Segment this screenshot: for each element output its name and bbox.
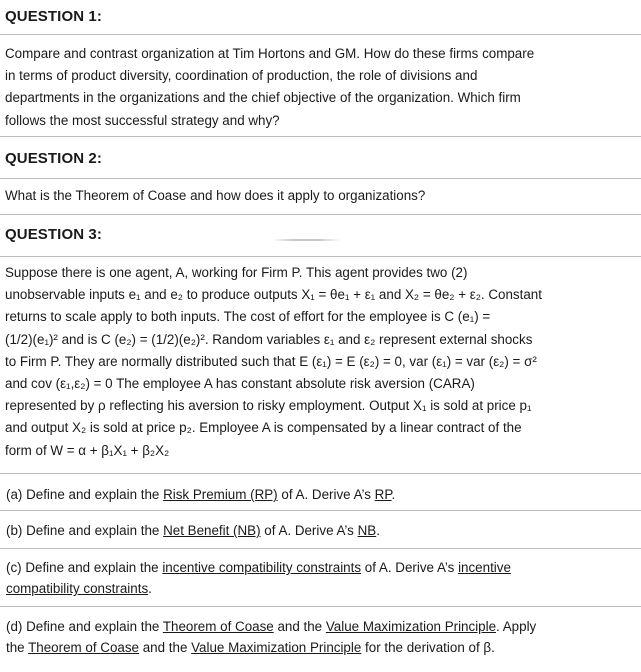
q1-line: follows the most successful strategy and why? [5, 112, 280, 128]
part-b-text: (b) Define and explain the [6, 523, 164, 538]
q3-line: unobservable inputs e₁ and e₂ to produce outputs X₁ = θe₁ + ε₁ and X₂ = θe₂ + ε₂. Constant [5, 287, 542, 303]
q3-line: and output X₂ is sold at price p₂. Employee A is compensated by a linear contract of the [5, 420, 522, 436]
q2-line: What is the Theorem of Coase and how does it apply to organizations? [5, 188, 426, 203]
q1-line: departments in the organizations and the chief objective of the organization. Which firm [5, 90, 521, 106]
part-b-text: . [376, 523, 380, 538]
q3-line: and cov (ε₁,ε₂) = 0 The employee A has constant absolute risk aversion (CARA) [5, 376, 475, 392]
term-nb: NB [357, 523, 377, 538]
part-d-text: . Apply [496, 619, 537, 634]
divider [0, 178, 641, 179]
term-risk-premium: Risk Premium (RP) [163, 487, 278, 502]
term-compatibility-constraints: compatibility constraints [6, 581, 149, 596]
part-d-text: (d) Define and explain the [6, 619, 163, 634]
part-a-text: (a) Define and explain the [6, 487, 164, 502]
q3-line: returns to scale apply to both inputs. The cost of effort for the employee is C (e₁) = [5, 309, 491, 325]
divider [0, 214, 641, 215]
divider [0, 136, 641, 137]
term-incentive-compatibility: incentive compatibility constraints [162, 560, 362, 575]
part-b [6, 520, 636, 541]
term-incentive: incentive [458, 560, 511, 575]
scan-mark [272, 239, 340, 241]
term-value-maximization: Value Maximization Principle [325, 619, 497, 634]
term-value-maximization: Value Maximization Principle [191, 640, 362, 655]
part-a-text: of A. Derive A’s [277, 487, 375, 502]
part-c-text: of A. Derive A’s [361, 560, 459, 575]
part-c-text: . [148, 581, 152, 596]
part-d-text: the [6, 640, 29, 655]
term-theorem-of-coase: Theorem of Coase [28, 640, 139, 655]
q1-line: Compare and contrast organization at Tim Hortons and GM. How do these firms compare [5, 46, 535, 61]
question-3-text [5, 262, 630, 462]
q3-line: represented by ρ reflecting his aversion to risky employment. Output X₁ is sold at price p₁ [5, 398, 532, 414]
part-d [6, 616, 636, 658]
q3-line: to Firm P. They are normally distributed such that E (ε₁) = E (ε₂) = 0, var (ε₁) = var (ε₂) = σ² [5, 353, 537, 369]
part-d-text: for the derivation of β. [361, 640, 495, 655]
question-2-heading: QUESTION 2: [5, 150, 102, 167]
part-a-text: . [391, 487, 396, 502]
part-d-text: and the [139, 640, 192, 655]
divider [0, 606, 641, 607]
question-3-heading: QUESTION 3: [5, 226, 102, 243]
divider [0, 256, 641, 257]
q3-line: Suppose there is one agent, A, working for Firm P. This agent provides two (2) [5, 265, 468, 280]
term-rp: RP [374, 487, 392, 502]
part-a [6, 484, 636, 505]
divider [0, 510, 641, 511]
q3-line: form of W = α + β₁X₁ + β₂X₂ [5, 442, 170, 458]
term-net-benefit: Net Benefit (NB) [163, 523, 261, 538]
divider [0, 34, 641, 35]
question-1-text [5, 43, 630, 132]
term-theorem-of-coase: Theorem of Coase [162, 619, 274, 634]
question-2-text [5, 185, 630, 207]
q3-line: (1/2)(e₁)² and is C (e₂) = (1/2)(e₂)². Random variables ε₁ and ε₂ represent external shocks [5, 331, 533, 347]
question-1-heading: QUESTION 1: [5, 8, 102, 25]
part-d-text: and the [273, 619, 326, 634]
part-b-text: of A. Derive A’s [260, 523, 358, 538]
part-c-text: (c) Define and explain the [6, 560, 163, 575]
q1-line: in terms of product diversity, coordination of production, the role of divisions and [5, 68, 478, 84]
part-c [6, 557, 636, 599]
divider [0, 548, 641, 549]
divider [0, 473, 641, 474]
